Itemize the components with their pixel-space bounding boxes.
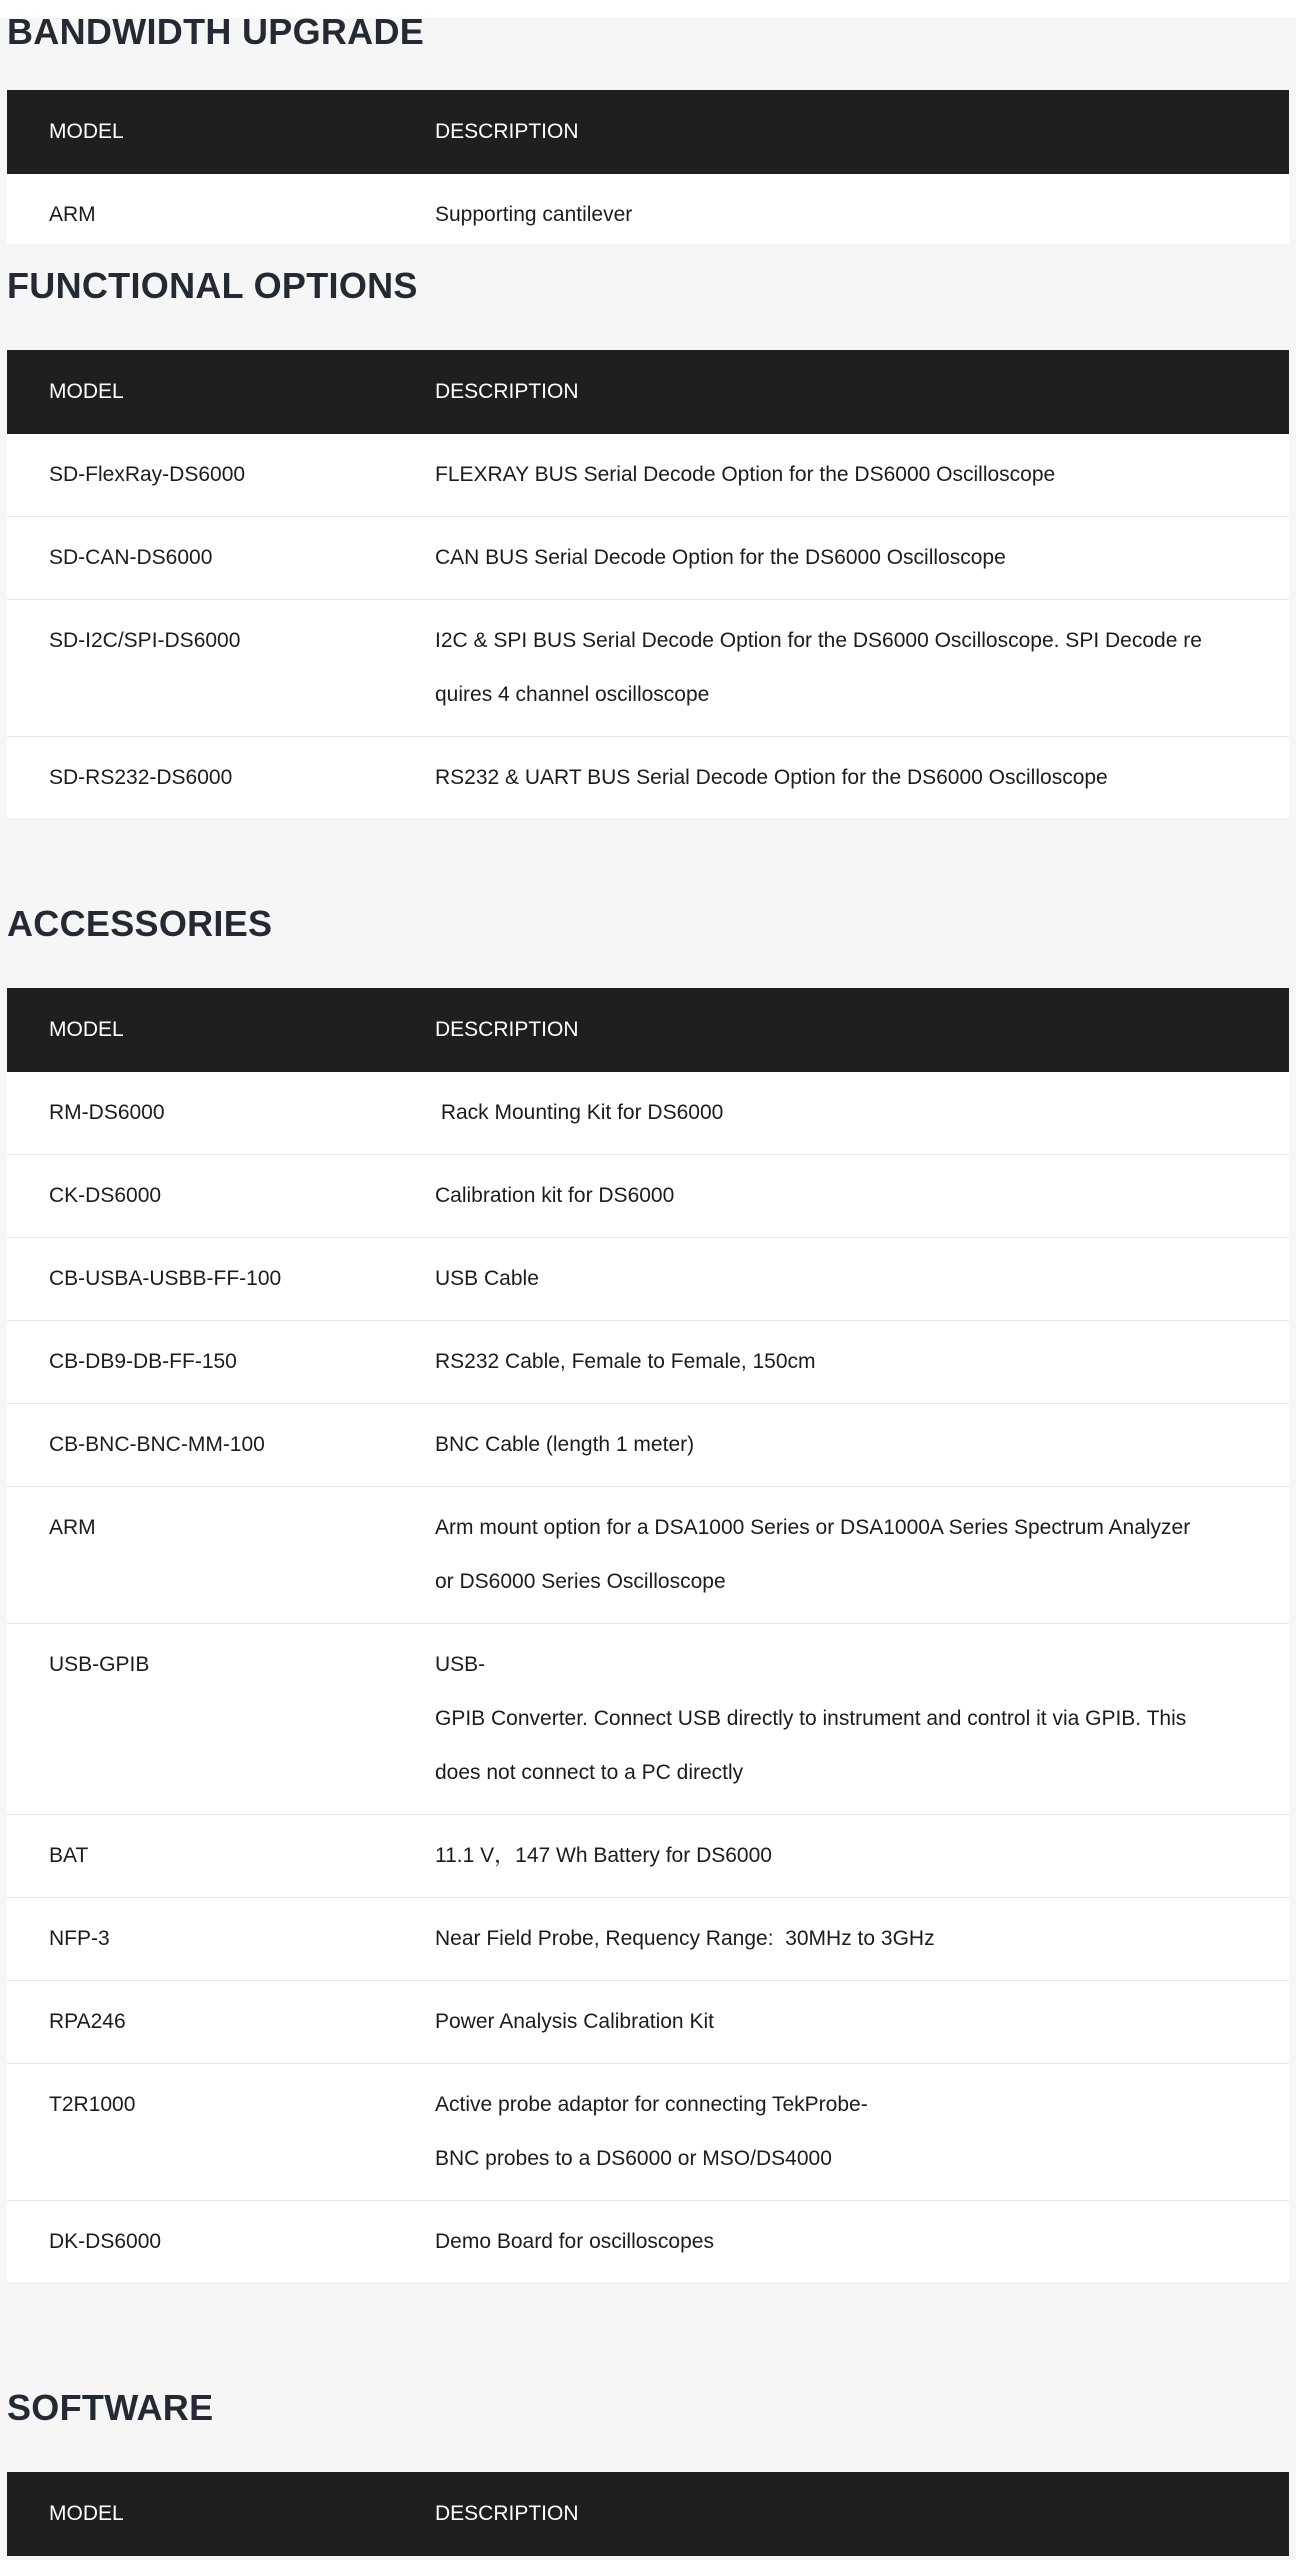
section-title: SOFTWARE [7, 2387, 214, 2428]
row-description: RS232 & UART BUS Serial Decode Option for the DS6000 Oscilloscope [435, 766, 1108, 789]
table-row [7, 1898, 1289, 1981]
table-row [7, 1072, 1289, 1155]
row-model: BAT [49, 1844, 89, 1867]
description-line: quires 4 channel oscilloscope [435, 683, 710, 706]
header-model: MODEL [49, 2502, 124, 2525]
row-description [435, 1487, 1289, 1624]
row-model: CB-DB9-DB-FF-150 [49, 1350, 237, 1373]
table-row [7, 174, 1289, 244]
description-line: USB- [435, 1653, 486, 1676]
software-table [7, 2472, 1289, 2556]
section-title: ACCESSORIES [7, 903, 273, 944]
bandwidth-table [7, 90, 1289, 244]
row-description [435, 600, 1289, 737]
header-model: MODEL [49, 120, 124, 143]
row-model: USB-GPIB [49, 1653, 150, 1676]
table-row [7, 737, 1289, 820]
row-description: FLEXRAY BUS Serial Decode Option for the DS6000 Oscilloscope [435, 463, 1056, 486]
row-description: Near Field Probe, Requency Range: 30MHz to 3GHz [435, 1927, 935, 1950]
row-description: USB Cable [435, 1267, 539, 1290]
header-model: MODEL [49, 380, 124, 403]
table-row [7, 517, 1289, 600]
description-line: Arm mount option for a DSA1000 Series or DSA1000A Series Spectrum Analyzer [435, 1516, 1191, 1539]
row-description: Calibration kit for DS6000 [435, 1184, 675, 1207]
table-row [7, 600, 1289, 737]
header-description: DESCRIPTION [435, 1018, 579, 1041]
row-model: T2R1000 [49, 2093, 136, 2116]
table-row [7, 2064, 1289, 2201]
row-model: RM-DS6000 [49, 1101, 165, 1124]
row-model: CK-DS6000 [49, 1184, 162, 1207]
section-software [7, 2387, 1289, 2556]
row-description: CAN BUS Serial Decode Option for the DS6000 Oscilloscope [435, 546, 1006, 569]
table-row [7, 1981, 1289, 2064]
row-description: Supporting cantilever [435, 203, 633, 226]
table-row [7, 434, 1289, 517]
description-line: GPIB Converter. Connect USB directly to instrument and control it via GPIB. This [435, 1707, 1187, 1730]
row-model: SD-I2C/SPI-DS6000 [49, 629, 241, 652]
row-model: CB-USBA-USBB-FF-100 [49, 1267, 282, 1290]
table-header-row [7, 90, 1289, 174]
header-description: DESCRIPTION [435, 2502, 579, 2525]
table-row [7, 1155, 1289, 1238]
table-row [7, 1487, 1289, 1624]
row-description: Rack Mounting Kit for DS6000 [435, 1101, 724, 1124]
table-row [7, 1238, 1289, 1321]
table-row [7, 1404, 1289, 1487]
section-title: BANDWIDTH UPGRADE [7, 11, 425, 52]
description-line: I2C & SPI BUS Serial Decode Option for the DS6000 Oscilloscope. SPI Decode re [435, 629, 1202, 652]
row-description [435, 2064, 1289, 2201]
table-header-row [7, 988, 1289, 1072]
row-model: SD-RS232-DS6000 [49, 766, 233, 789]
row-description: 11.1 V，147 Wh Battery for DS6000 [435, 1844, 772, 1867]
row-model: DK-DS6000 [49, 2230, 162, 2253]
description-line: Active probe adaptor for connecting TekProbe- [435, 2093, 868, 2116]
row-model: RPA246 [49, 2010, 126, 2033]
table-header-row [7, 350, 1289, 434]
description-line: does not connect to a PC directly [435, 1761, 744, 1784]
table-header-row [7, 2472, 1289, 2556]
row-description [435, 1624, 1289, 1815]
header-model: MODEL [49, 1018, 124, 1041]
row-model: ARM [49, 1516, 96, 1539]
row-model: NFP-3 [49, 1927, 110, 1950]
description-line: or DS6000 Series Oscilloscope [435, 1570, 726, 1593]
row-model: SD-FlexRay-DS6000 [49, 463, 246, 486]
section-functional-options [7, 265, 1289, 820]
table-row [7, 1321, 1289, 1404]
section-accessories [7, 903, 1289, 2284]
accessories-table [7, 988, 1289, 2284]
row-model: ARM [49, 203, 96, 226]
section-bandwidth-upgrade [7, 11, 1289, 244]
table-row [7, 1624, 1289, 1815]
header-description: DESCRIPTION [435, 380, 579, 403]
description-line: BNC probes to a DS6000 or MSO/DS4000 [435, 2147, 832, 2170]
section-title: FUNCTIONAL OPTIONS [7, 265, 418, 306]
row-model: CB-BNC-BNC-MM-100 [49, 1433, 265, 1456]
row-description: Power Analysis Calibration Kit [435, 2010, 714, 2033]
header-description: DESCRIPTION [435, 120, 579, 143]
row-description: Demo Board for oscilloscopes [435, 2230, 714, 2253]
functional-options-table [7, 350, 1289, 820]
table-row [7, 2201, 1289, 2284]
table-row [7, 1815, 1289, 1898]
row-model: SD-CAN-DS6000 [49, 546, 213, 569]
row-description: RS232 Cable, Female to Female, 150cm [435, 1350, 816, 1373]
row-description: BNC Cable (length 1 meter) [435, 1433, 695, 1456]
